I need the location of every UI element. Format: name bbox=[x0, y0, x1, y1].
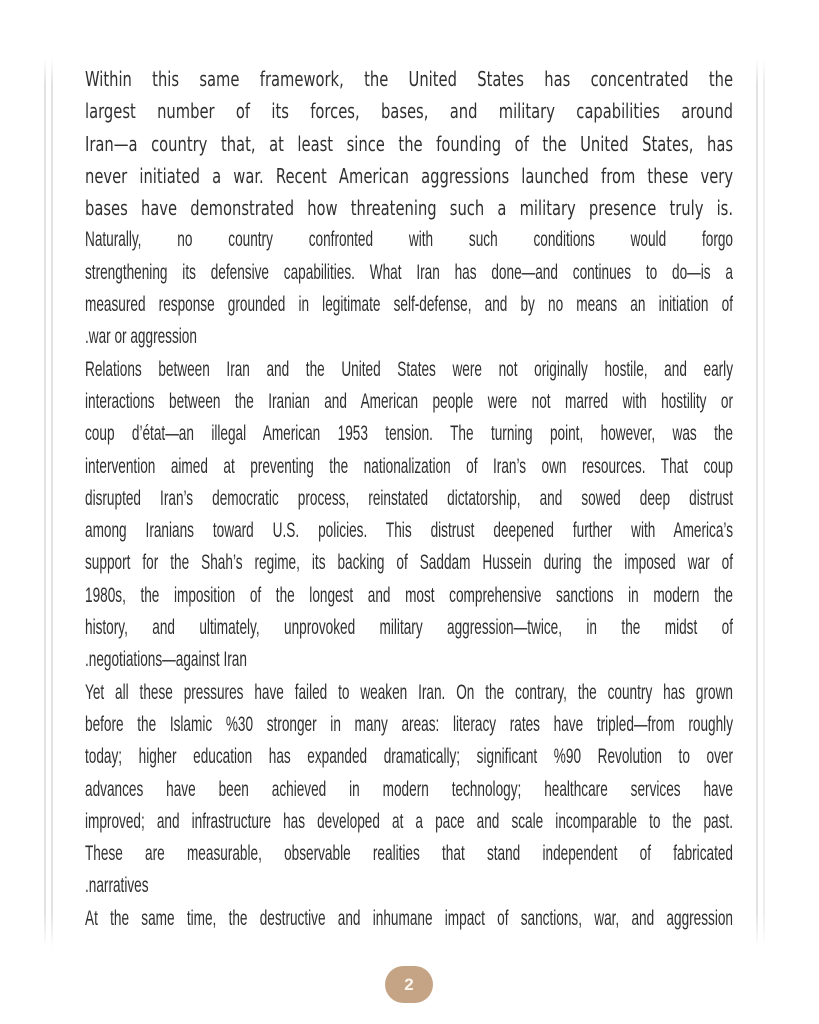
text-line: measured response grounded in legitimate self-defense, and by no means an initiation of bbox=[85, 293, 733, 317]
text-line: intervention aimed at preventing the nationalization of Iran’s own resources. That coup bbox=[85, 454, 733, 478]
text-line: 1980s, the imposition of the longest and most comprehensive sanctions in modern the bbox=[85, 583, 733, 607]
text-line: At the same time, the destructive and inhumane impact of sanctions, war, and aggression bbox=[85, 906, 733, 930]
text-line: improved; and infrastructure has developed at a pace and scale incomparable to the past. bbox=[85, 809, 733, 833]
text-line: Iran—a country that, at least since the founding of the United States, has bbox=[85, 131, 734, 156]
text-line: before the Islamic %30 stronger in many areas: literacy rates have tripled—from roughly bbox=[85, 712, 733, 736]
text-line: among Iranians toward U.S. policies. This distrust deepened further with America’s bbox=[85, 519, 733, 543]
text-line: .war or aggression bbox=[85, 325, 197, 349]
text-line: .negotiations—against Iran bbox=[85, 648, 247, 672]
page-number-label: 2 bbox=[404, 974, 414, 994]
text-line: .narratives bbox=[85, 874, 149, 898]
page-edge-left-inner bbox=[51, 58, 53, 948]
text-line: disrupted Iran’s democratic process, reinstated dictatorship, and sowed deep distrust bbox=[85, 486, 733, 510]
text-line: These are measurable, observable realities that stand independent of fabricated bbox=[85, 842, 733, 866]
text-line: Naturally, no country confronted with such conditions would forgo bbox=[85, 228, 733, 252]
text-line: Yet all these pressures have failed to weaken Iran. On the contrary, the country has grown bbox=[85, 680, 733, 704]
text-line: advances have been achieved in modern technology; healthcare services have bbox=[85, 777, 733, 801]
text-line: Relations between Iran and the United States were not originally hostile, and early bbox=[85, 357, 733, 381]
page-edge-right-outer bbox=[763, 58, 765, 948]
text-line: coup d’état—an illegal American 1953 tension. The turning point, however, was the bbox=[85, 422, 733, 446]
text-line: strengthening its defensive capabilities. What Iran has done—and continues to do—is a bbox=[85, 260, 733, 284]
text-line: Within this same framework, the United States has concentrated the bbox=[85, 67, 734, 91]
text-line: history, and ultimately, unprovoked military aggression—twice, in the midst of bbox=[85, 616, 733, 640]
text-line: bases have demonstrated how threatening such a military presence truly is. bbox=[85, 196, 734, 221]
page-number-badge bbox=[385, 966, 433, 1003]
text-line: today; higher education has expanded dramatically; significant %90 Revolution to over bbox=[85, 745, 733, 769]
page-edge-right-inner bbox=[756, 58, 758, 948]
text-line: largest number of its forces, bases, and military capabilities around bbox=[85, 99, 734, 124]
page-text-content bbox=[85, 63, 733, 935]
text-line: never initiated a war. Recent American aggressions launched from these very bbox=[85, 163, 734, 188]
page-edge-left-outer bbox=[44, 58, 46, 948]
text-line: interactions between the Iranian and American people were not marred with hostility or bbox=[85, 389, 733, 413]
text-line: support for the Shah’s regime, its backing of Saddam Hussein during the imposed war of bbox=[85, 551, 733, 575]
